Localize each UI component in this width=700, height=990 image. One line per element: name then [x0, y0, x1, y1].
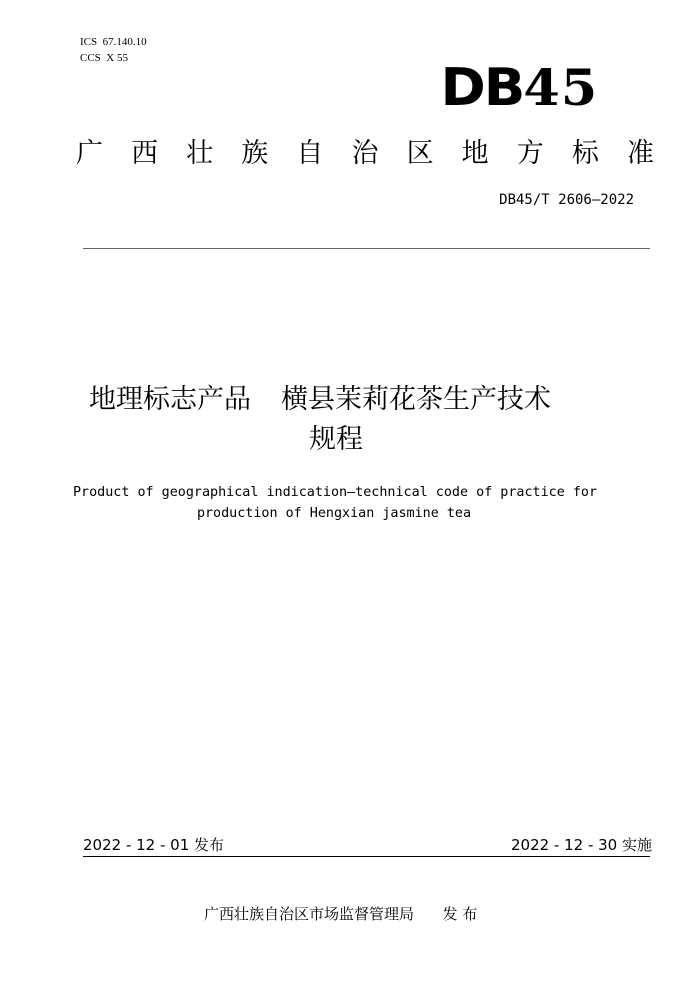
logo-db-text: DB: [440, 58, 523, 118]
chinese-title-line2: 规程: [309, 424, 363, 455]
english-title-line2: production of Hengxian jasmine tea: [196, 506, 472, 521]
english-title-line1: Product of geographical indication—technical code of practice for: [72, 485, 598, 500]
chinese-title-part-b: 横县茉莉花茶生产技术: [281, 384, 551, 415]
title-char: 广: [76, 138, 103, 169]
title-char: 区: [406, 138, 434, 169]
publisher-line: [204, 903, 477, 924]
title-char: 标: [571, 138, 599, 169]
ics-code: ICS 67.140.10: [80, 36, 147, 48]
footer-divider: [83, 856, 650, 857]
title-char: 准: [626, 138, 654, 169]
title-char: 族: [241, 138, 269, 169]
title-char: 地: [461, 138, 489, 169]
publisher-action: 发 布: [442, 905, 478, 923]
title-char: 自: [296, 138, 324, 169]
title-char: 壮: [186, 138, 214, 169]
implementation-date: 2022 - 12 - 30 实施: [510, 836, 652, 854]
standard-type-title: [76, 136, 654, 172]
title-char: 方: [516, 138, 544, 169]
ccs-code: CCS X 55: [80, 52, 128, 64]
logo-number-text: 45: [522, 58, 598, 117]
classification-codes: [80, 34, 147, 66]
title-char: 西: [131, 138, 159, 169]
issue-date: 2022 - 12 - 01 发布: [83, 836, 225, 854]
standard-number: DB45/T 2606—2022: [499, 192, 634, 208]
chinese-title-part-a: 地理标志产品: [89, 384, 251, 415]
title-char: 治: [351, 138, 379, 169]
header-divider: [83, 248, 650, 249]
chinese-title-line1: [0, 381, 670, 419]
publisher-org: 广西壮族自治区市场监督管理局: [204, 905, 415, 923]
db45-logo: [440, 58, 598, 118]
